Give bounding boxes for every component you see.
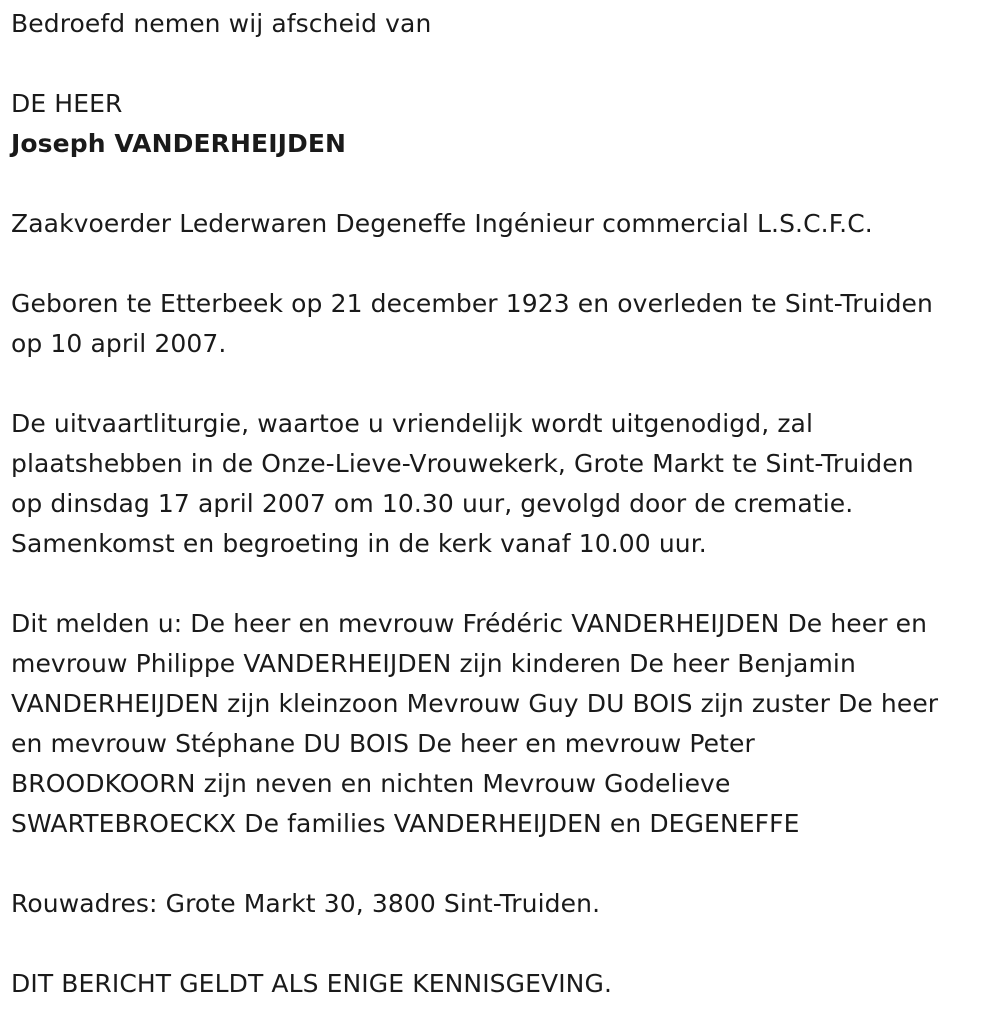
- birth-death-line: op 10 april 2007.: [11, 329, 227, 358]
- spacer: [11, 244, 991, 284]
- funeral-line: Samenkomst en begroeting in de kerk vanaf 10.00 uur.: [11, 529, 707, 558]
- family-line: SWARTEBROECKX De families VANDERHEIJDEN en DEGENEFFE: [11, 809, 800, 838]
- spacer: [11, 924, 991, 964]
- spacer: [11, 164, 991, 204]
- notice-text: DIT BERICHT GELDT ALS ENIGE KENNISGEVING.: [11, 969, 612, 998]
- occupation-text: Zaakvoerder Lederwaren Degeneffe Ingénieur commercial L.S.C.F.C.: [11, 209, 873, 238]
- funeral-line: plaatshebben in de Onze-Lieve-Vrouwekerk, Grote Markt te Sint-Truiden: [11, 449, 914, 478]
- spacer: [11, 844, 991, 884]
- funeral-line: op dinsdag 17 april 2007 om 10.30 uur, gevolgd door de crematie.: [11, 489, 854, 518]
- deceased-title: DE HEER: [11, 89, 123, 118]
- deceased-name: Joseph VANDERHEIJDEN: [11, 129, 347, 158]
- family-line: Dit melden u: De heer en mevrouw Frédéric VANDERHEIJDEN De heer en: [11, 609, 928, 638]
- obituary-notice: [11, 4, 991, 1004]
- address-text: Rouwadres: Grote Markt 30, 3800 Sint-Truiden.: [11, 889, 601, 918]
- family-line: VANDERHEIJDEN zijn kleinzoon Mevrouw Guy DU BOIS zijn zuster De heer: [11, 689, 939, 718]
- funeral-line: De uitvaartliturgie, waartoe u vriendelijk wordt uitgenodigd, zal: [11, 409, 814, 438]
- spacer: [11, 44, 991, 84]
- family-line: mevrouw Philippe VANDERHEIJDEN zijn kinderen De heer Benjamin: [11, 649, 856, 678]
- family-line: BROODKOORN zijn neven en nichten Mevrouw Godelieve: [11, 769, 731, 798]
- spacer: [11, 564, 991, 604]
- spacer: [11, 364, 991, 404]
- intro-text: Bedroefd nemen wij afscheid van: [11, 9, 432, 38]
- family-line: en mevrouw Stéphane DU BOIS De heer en mevrouw Peter: [11, 729, 755, 758]
- birth-death-line: Geboren te Etterbeek op 21 december 1923 en overleden te Sint-Truiden: [11, 289, 933, 318]
